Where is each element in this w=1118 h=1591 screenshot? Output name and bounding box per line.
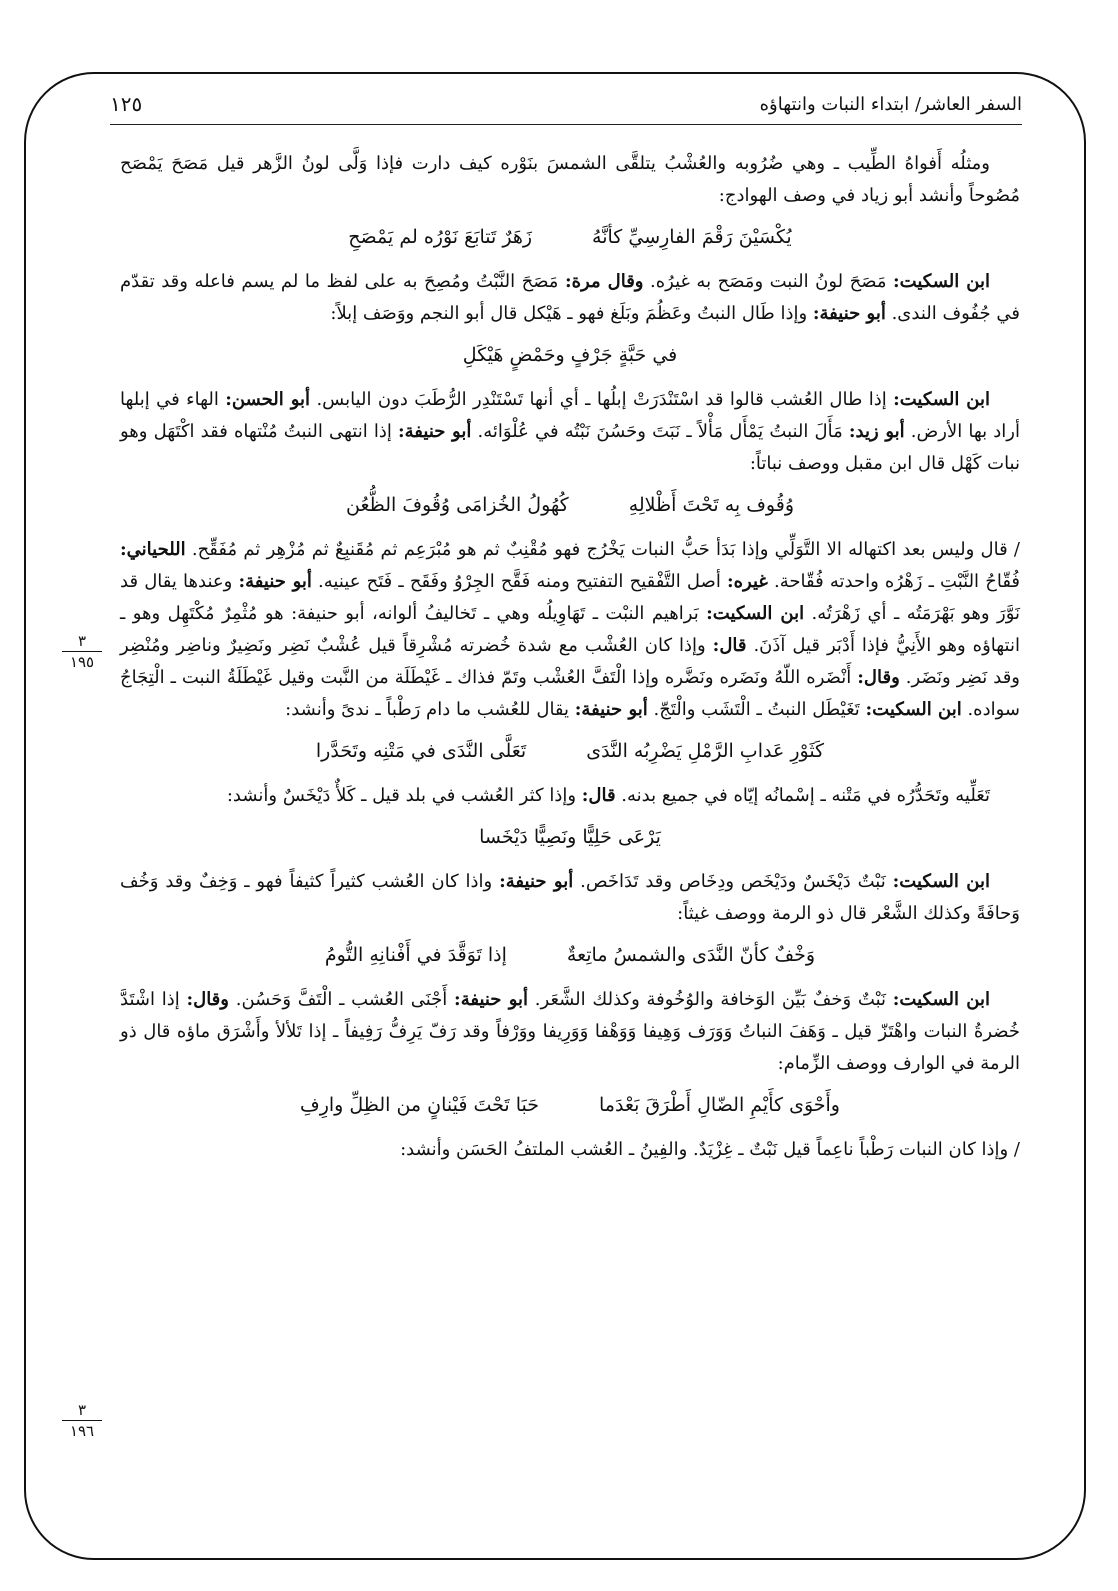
verse-single: يَرْعَى حَلِيًّا ونَصِيًّا دَيْخَسا [479, 826, 661, 848]
paragraph [120, 534, 1020, 726]
text-run: مَصَحَ النَّبْتُ ومُصِحَ به على لفظ ما لم يسم فاعله وقد تقدّم في جُفُوف الندى. [120, 271, 1020, 324]
paragraph [120, 984, 1020, 1080]
main-text [120, 148, 1020, 1176]
text-run: نَبْتٌ وَخفٌ بَيِّن الوَخافة والوُخُوفة وكذلك الشَّعَر. [528, 989, 893, 1010]
page-number: ١٢٥ [110, 92, 143, 116]
verse-second-hemistich: كُهُولُ الخُزامَى وُقُوفَ الظُّعُن [346, 494, 569, 516]
text-run: نَبْتٌ دَيْخَسٌ ودَيْخَص ودِخَاص وقد تَدَاخَص. [573, 871, 893, 892]
verse-first-hemistich: يُكْسَيْنَ رَقْمَ الفارِسِيِّ كأنَّهُ [592, 226, 792, 248]
source-name: أبو حنيفة: [454, 989, 529, 1010]
paragraph [120, 384, 1020, 480]
verse-second-hemistich: إذا تَوَقَّدَ في أَفْنانِهِ التُّومُ [324, 944, 507, 966]
margin-ref-volume: ٣ [62, 633, 102, 652]
source-name: اللحياني: [120, 539, 186, 560]
verse-second-hemistich: زَهَرٌ تَتابَعَ نَوْرُه لم يَمْصَحِ [348, 226, 533, 248]
source-name: قال: [581, 785, 616, 806]
paragraph: / وإذا كان النبات رَطْباً ناعِماً قيل نَبْتٌ ـ غِزْيَدٌ. والفِينُ ـ العُشب الملتفُ الحَسَن وأنشد: [400, 1139, 1020, 1160]
text-run: وإذا كثر العُشب في بلد قيل ـ كَلأٌ دَيْخَسٌ وأنشد: [226, 785, 582, 806]
verse-line [120, 1090, 1020, 1120]
source-name: أبو زيد: [848, 421, 905, 442]
text-run: إذا انتهى النبتُ مُنْتهاه فقد اكْتَهَل وهو نبات كَهْل قال ابن مقبل ووصف نباتاً: [120, 421, 1020, 474]
text-run: أصل التَّفْقيح التفتيح ومنه فَقَّح الجِرْوُ وفَقَح ـ فَتَح عينيه. [311, 571, 727, 592]
text-run: أَجْنَى العُشب ـ الْتَفَّ وَحَسُن. [228, 989, 455, 1010]
text-run: أَنْضَره اللّهُ ونَضَره ونَضَّره وإذا الْتَفَّ العُشْب وتَمّ فذاك ـ غَيْطَلَة من النَّبت وقيل غَيْطَلَةُ النبت ـ الْتِجَاجُ سواده. [120, 667, 1020, 720]
source-name: أبو حنيفة: [397, 421, 472, 442]
text-run: مَأَلَ النبتُ يَمْأَل مَأْلاً ـ نَبَتَ وحَسُنَ نَبْتُه في عُلْوَائه. [471, 421, 849, 442]
text-run: فُقّاحُ النَّبْتِ ـ زَهْرُه واحدته فُقّاحة. [767, 571, 1021, 592]
text-run: وإذا طَال النبتُ وعَظُمَ وبَلَغ فهو ـ هَيْكل قال أبو النجم ووَصَف إبلاً: [330, 303, 813, 324]
source-name: ابن السكيت: [893, 271, 990, 292]
source-name: ابن السكيت: [893, 389, 990, 410]
verse-second-hemistich: حَبَا تَحْتَ فَيْنانٍ من الظِلِّ وارِفِ [300, 1094, 539, 1116]
running-title: السفر العاشر/ ابتداء النبات وانتهاؤه [759, 94, 1022, 115]
margin-page-reference [62, 633, 102, 670]
text-run: يقال للعُشب ما دام رَطْباً ـ ندىً وأنشد: [285, 699, 575, 720]
text-run: وإذا كان العُشْب مع شدة خُضرته مُشْرِقاً قيل عُشْبٌ نَضِر ونَضِيرٌ وناضِر ومُنْضِر وقد نَضِر ونَضَر. [120, 635, 1020, 688]
text-run: / قال وليس بعد اكتهاله الا التَّوَلِّي وإذا بَدَأ حَبُّ النبات يَخْرُج فهو مُقْنِبٌ ثم هو مُبْرَعِم ثم مُقَنبِعٌ ثم مُزْهِر ثم مُفَقِّح. [185, 539, 1020, 560]
source-name: وقال مرة: [564, 271, 644, 292]
text-run: تَغَيْطَل النبتُ ـ الْتَشَب والْتَجّ. [647, 699, 866, 720]
verse-first-hemistich: وَخْفٌ كأنّ النَّدَى والشمسُ ماتِعةٌ [566, 944, 816, 966]
verse-second-hemistich: تَعَلَّى النَّدَى في مَتْنِه وتَحَدَّرا [315, 740, 527, 762]
text-run: بَراهيم النبْت ـ تَهَاوِيلُه وهي ـ تَخاليفُ ألوانه، أبو حنيفة: هو مُثْمِرٌ مُكْتَهِل وهو ـ انتهاؤه وهو الأَنِيُّ فإذا أَدْبَر قيل آذَنَ. [120, 603, 1020, 656]
text-run: الهاء في إبلها أراد بها الأرض. [120, 389, 1021, 442]
source-name: وقال: [857, 667, 900, 688]
verse-line [120, 940, 1020, 970]
paragraph [120, 266, 1020, 330]
source-name: أبو الحسن: [225, 389, 311, 410]
source-name: أبو حنيفة: [574, 699, 648, 720]
verse-first-hemistich: وأَحْوَى كأَيْمِ الضّالِ أَطْرَقَ بَعْدَما [599, 1094, 840, 1116]
source-name: ابن السكيت: [892, 871, 990, 892]
verse-first-hemistich: وُقُوف بِه تَحْتَ أَظْلالِهِ [628, 494, 794, 516]
text-run: واذا كان العُشب كثيراً كثيفاً فهو ـ وَخِفٌ وقد وَخُف وَحافَةً وكذلك الشَّعْر قال ذو الرمة ووصف غيثاً: [120, 871, 1020, 924]
source-name: وقال: [186, 989, 229, 1010]
verse-line [120, 490, 1020, 520]
verse-single: في حَبَّةٍ جَرْفٍ وحَمْضٍ هَيْكَلِ [462, 344, 678, 366]
paragraph: ومثلُه أَفواهُ الطِّيب ـ وهي ضُرُوبه والعُشْبُ يتلقَّى الشمسَ بنَوْره كيف دارت فإذا وَلَّى لونُ الزَّهر قيل مَصَحَ يَمْصَح مُصُوحاً وأنشد أبو زياد في وصف الهوادج: [120, 153, 1020, 206]
text-run: تَعَلِّيه وتَحَدُّرُه في مَتْنه ـ إسْمانُه إيّاه في جميع بدنه. [615, 785, 990, 806]
text-run: مَصَحَ لونُ النبت ومَصَح به غيرُه. [643, 271, 893, 292]
text-run: إذا طال العُشب قالوا قد اسْتَنْدَرَتْ إبلُها ـ أي أنها تَسْتَنْدِر الرُّطَبَ دون اليابس. [310, 389, 894, 410]
source-name: قال: [712, 635, 747, 656]
source-name: ابن السكيت: [865, 699, 962, 720]
margin-ref-volume: ٣ [62, 1402, 102, 1421]
verse-first-hemistich: كَثَوْرِ عَدابِ الرَّمْلِ يَضْرِبُه النَّدَى [586, 740, 825, 762]
text-run: وعندها يقال قد نَوَّرَ وهو بَهْرَمَتُه ـ أي زَهْرَتُه. [120, 571, 1021, 624]
source-name: ابن السكيت: [892, 989, 991, 1010]
running-header [110, 90, 1022, 125]
paragraph [120, 866, 1020, 930]
verse-line [120, 736, 1020, 766]
source-name: أبو حنيفة: [499, 871, 574, 892]
paragraph [120, 780, 1020, 812]
verse-line [120, 222, 1020, 252]
source-name: أبو حنيفة: [812, 303, 886, 324]
margin-ref-page: ١٩٦ [69, 1422, 95, 1440]
source-name: أبو حنيفة: [238, 571, 312, 592]
verse-line [120, 340, 1020, 370]
margin-ref-page: ١٩٥ [69, 653, 95, 671]
source-name: ابن السكيت: [706, 603, 805, 624]
source-name: غيره: [726, 571, 768, 592]
margin-page-reference [62, 1402, 102, 1439]
verse-line [120, 822, 1020, 852]
text-run: إذا اشْتَدَّ خُضرةُ النبات واهْتَزّ قيل ـ وَهَفَ النباتُ وَوَرَف وَهِيفا وَوَهْفا وَوَرِيفا ووَرْفاً وقد رَفّ يَرِفُّ رَفِيفاً ـ إذا تَلألأ وأَشْرَق ماؤه قال ذو الرمة في الوارف ووصف الزِّمام: [120, 989, 1020, 1074]
